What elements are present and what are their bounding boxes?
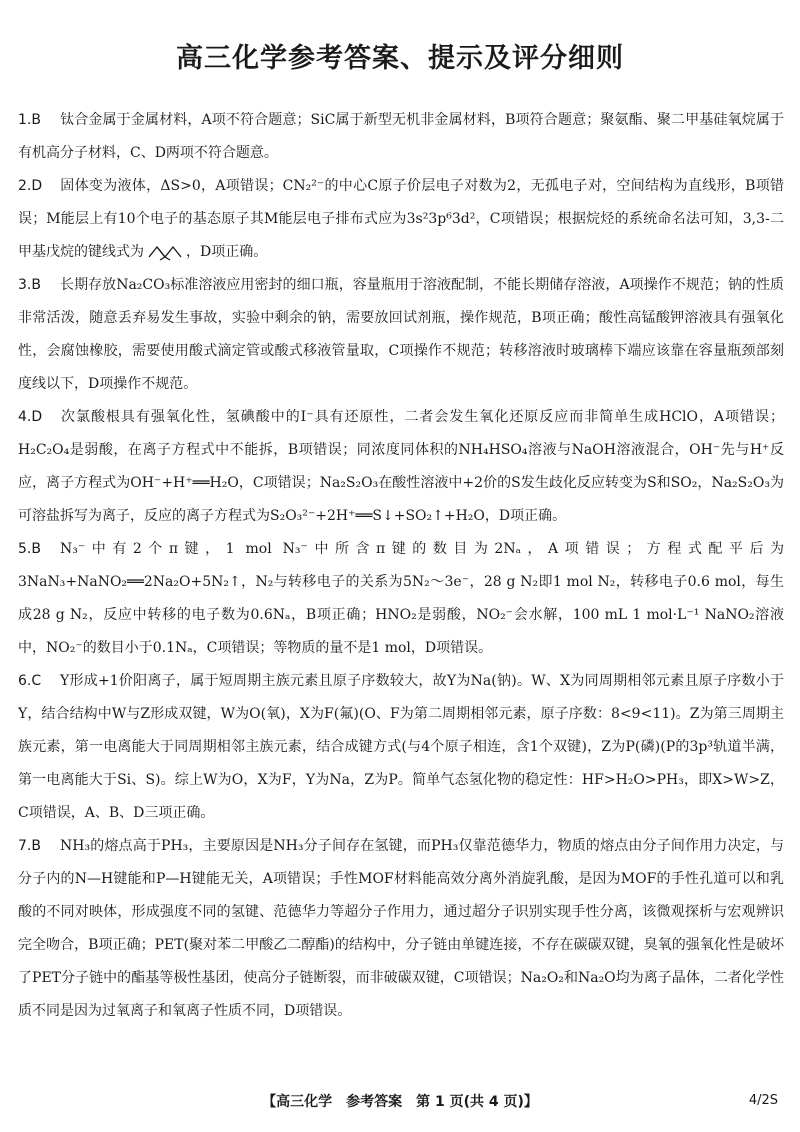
answer-number: 7.B <box>18 838 41 854</box>
answer-text: N₃⁻中有2个π键，1 mol N₃⁻中所含π键的数目为2Nₐ，A项错误；方程式配平后为3NaN₃+NaNO₂══2Na₂O+5N₂↑，N₂与转移电子的关系为5N₂～3e⁻，28 g N₂即1 mol N₂，转移电子0.6 mol，每生成28 g N₂，反应中转移的电子数为0.6Nₐ，B项正确；HNO₂是弱酸，NO₂⁻会水解，100 mL 1 mol·L⁻¹ NaNO₂溶液中，NO₂⁻的数目小于0.1Nₐ，C项错误；等物质的量不是1 mol，D项错误。 <box>18 541 784 656</box>
answer-item-6 <box>18 665 784 830</box>
answer-number: 5.B <box>18 541 41 557</box>
page-footer: 【高三化学 参考答案 第 1 页(共 4 页)】 <box>262 1094 538 1110</box>
answer-text: NH₃的熔点高于PH₃，主要原因是NH₃分子间存在氢键，而PH₃仅靠范德华力，物质的熔点由分子间作用力决定，与分子内的N—H键能和P—H键能无关，A项错误；手性MOF材料能高效分离外消旋乳酸，是因为MOF的手性孔道可以和乳酸的不同对映体，形成强度不同的氢键、范德华力等超分子作用力，通过超分子识别实现手性分离，该微观探析与宏观辨识完全吻合，B项正确；PET(聚对苯二甲酸乙二醇酯)的结构中，分子链由单键连接，不存在碳碳双键，臭氧的强氧化性是破坏了PET分子链中的酯基等极性基团，使高分子链断裂，而非破碳双键，C项错误；Na₂O₂和Na₂O均为离子晶体，二者化学性质不同是因为过氧离子和氧离子性质不同，D项错误。 <box>18 838 784 1019</box>
answer-text: 固体变为液体，ΔS>0，A项错误；CN₂²⁻的中心C原子价层电子对数为2，无孤电子对，空间结构为直线形，B项错误；M能层上有10个电子的基态原子其M能层电子排布式应为3s²3p⁶3d²，C项错误；根据烷烃的系统命名法可知，3,3-二甲基戊烷的键线式为 <box>18 178 784 260</box>
page-title: 高三化学参考答案、提示及评分细则 <box>176 43 624 74</box>
answer-number: 2.D <box>18 178 43 194</box>
answer-item-1 <box>18 104 784 170</box>
answer-text: Y形成+1价阳离子，属于短周期主族元素且原子序数较大，故Y为Na(钠)。W、X为同周期相邻元素且原子序数小于Y，结合结构中W与Z形成双键，W为O(氧)，X为F(氟)(O、F为第二周期相邻元素，原子序数：8<9<11)。Z为第三周期主族元素，第一电离能大于同周期相邻主族元素，结合成键方式(与4个原子相连，含1个双键)，Z为P(磷)(P的3p³轨道半满，第一电离能大于Si、S)。综上W为O，X为F，Y为Na，Z为P。简单气态氢化物的稳定性：HF>H₂O>PH₃，即X>W>Z，C项错误，A、B、D三项正确。 <box>18 673 784 821</box>
answer-number: 1.B <box>18 112 41 128</box>
answer-item-2 <box>18 170 784 269</box>
answer-item-7 <box>18 830 784 1028</box>
answer-number: 6.C <box>18 673 42 689</box>
answer-item-3 <box>18 269 784 401</box>
answer-list <box>18 104 784 1028</box>
answer-number: 3.B <box>18 277 41 293</box>
answer-item-5 <box>18 533 784 665</box>
answer-number: 4.D <box>18 409 43 425</box>
answer-item-4 <box>18 401 784 533</box>
footer-code: 4/2S <box>748 1093 778 1108</box>
answer-text: ，D项正确。 <box>186 244 268 260</box>
answer-text: 次氯酸根具有强氧化性，氢碘酸中的I⁻具有还原性，二者会发生氧化还原反应而非简单生成HClO，A项错误；H₂C₂O₄是弱酸，在离子方程式中不能拆，B项错误；同浓度同体积的NH₄HSO₄溶液与NaOH溶液混合，OH⁻先与H⁺反应，离子方程式为OH⁻+H⁺══H₂O，C项错误；Na₂S₂O₃在酸性溶液中+2价的S发生歧化反应转变为S和SO₂，Na₂S₂O₃为可溶盐拆写为离子，反应的离子方程式为S₂O₃²⁻+2H⁺══S↓+SO₂↑+H₂O，D项正确。 <box>18 409 784 524</box>
answer-text: 长期存放Na₂CO₃标准溶液应用密封的细口瓶，容量瓶用于溶液配制，不能长期储存溶液，A项操作不规范；钠的性质非常活泼，随意丢弃易发生事故，实验中剩余的钠，需要放回试剂瓶，操作规范，B项正确；酸性高锰酸钾溶液具有强氧化性，会腐蚀橡胶，需要使用酸式滴定管或酸式移液管量取，C项操作不规范；转移溶液时玻璃棒下端应该靠在容量瓶颈部刻度线以下，D项操作不规范。 <box>18 277 784 392</box>
skeletal-formula-icon <box>148 243 182 261</box>
answer-text: 钛合金属于金属材料，A项不符合题意；SiC属于新型无机非金属材料，B项符合题意；聚氨酯、聚二甲基硅氧烷属于有机高分子材料，C、D两项不符合题意。 <box>18 112 784 161</box>
